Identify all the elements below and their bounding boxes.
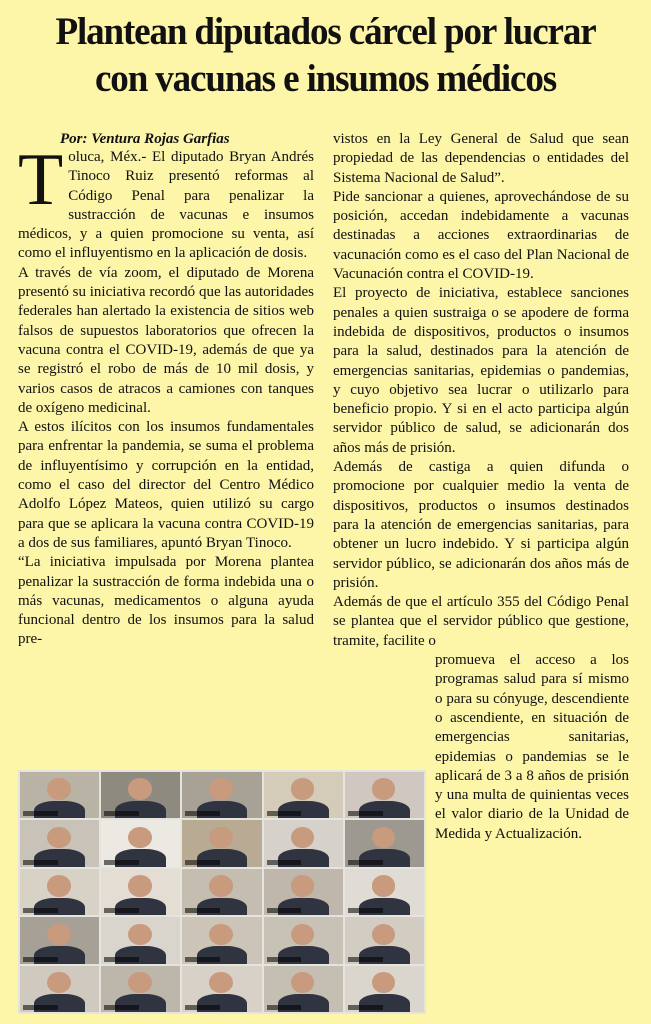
video-conference-photo [18, 770, 426, 1014]
byline: Por: Ventura Rojas Garfias [60, 131, 230, 147]
participant-face [209, 778, 233, 799]
video-tile [264, 820, 343, 866]
participant-tag [23, 860, 58, 865]
participant-tag [185, 908, 220, 913]
participant-face [47, 778, 71, 799]
participant-face [291, 924, 315, 945]
participant-tag [267, 908, 302, 913]
participant-face [128, 924, 152, 945]
paragraph-text: oluca, Méx.- El diputado Bryan Andrés Tinoco Ruiz presentó reformas al Código Penal para penalizar la sustracción de vacunas e insumos médicos, y a quien promocione su venta, así como el influyentismo en la aplicación de dosis. [18, 149, 314, 262]
video-tile [101, 820, 180, 866]
participant-tag [348, 811, 383, 816]
participant-face [291, 827, 315, 848]
participant-face [128, 778, 152, 799]
video-tile [20, 917, 99, 963]
video-tile [182, 820, 261, 866]
participant-tag [348, 860, 383, 865]
participant-tag [185, 957, 220, 962]
video-tile [264, 772, 343, 818]
participant-face [209, 875, 233, 896]
participant-face [128, 875, 152, 896]
article-paragraph: A través de vía zoom, el diputado de Morena presentó su iniciativa recordó que las autoridades federales han alertado la existencia de sitios web falsos de supuestos laboratorios que ofrecen la vacuna contra el COVID-19, además de que ya se registró el robo de más de 10 mil dosis, y varios casos de atracos a camiones con tanques de oxígeno medicinal. [18, 264, 314, 416]
participant-face [372, 972, 396, 993]
participant-face [372, 778, 396, 799]
video-tile [101, 772, 180, 818]
video-tile [20, 966, 99, 1012]
participant-face [209, 972, 233, 993]
participant-face [372, 827, 396, 848]
participant-face [209, 827, 233, 848]
participant-tag [23, 908, 58, 913]
participant-tag [185, 1005, 220, 1010]
video-tile [345, 772, 424, 818]
video-tile [182, 966, 261, 1012]
participant-face [47, 827, 71, 848]
video-tile [182, 869, 261, 915]
participant-tag [185, 811, 220, 816]
article-paragraph: vistos en la Ley General de Salud que sean propiedad de las dependencias o entidades del Sistema Nacional de Salud”. [333, 131, 629, 186]
headline-line-1: Plantean diputados cárcel por lucrar [55, 10, 596, 53]
drop-cap: T [18, 139, 64, 221]
video-tile [182, 772, 261, 818]
participant-tag [104, 811, 139, 816]
video-tile [101, 869, 180, 915]
article-paragraph: Además de que el artículo 355 del Código Penal se plantea que el servidor público que gestione, tramite, facilite o [333, 594, 629, 649]
participant-face [291, 875, 315, 896]
article-column-right [333, 130, 629, 844]
participant-tag [104, 860, 139, 865]
participant-face [47, 875, 71, 896]
participant-face [47, 924, 71, 945]
article-paragraph: promueva el acceso a los programas salud para sí mismo o para su cónyuge, descendiente o ascendiente, en situación de emergencias sanitarias, epidemias o pandemias se le aplicará de 3 a 8 años de prisión y una multa de quinientas veces el valor diario de la Unidad de Medida y Actualización. [435, 652, 629, 842]
video-tile [345, 917, 424, 963]
participant-face [372, 924, 396, 945]
participant-tag [267, 1005, 302, 1010]
video-tile [20, 869, 99, 915]
article-paragraph: “La iniciativa impulsada por Morena plantea penalizar la sustracción de forma indebida una o más vacunas, medicamentos o alguna ayuda funcional dentro de los insumos para la salud pre- [18, 554, 314, 648]
participant-tag [348, 957, 383, 962]
participant-tag [23, 811, 58, 816]
participant-face [291, 778, 315, 799]
participant-face [209, 924, 233, 945]
article-paragraph: El proyecto de iniciativa, establece sanciones penales a quien sustraiga o se apodere de forma indebida de dispositivos, productos o insumos para la salud, destinados para la atención de emergencias sanitarias, epidemias o pandemias, y cuyo objetivo sea lucrar o utilizarlo para beneficio propio. Y si en el acto participa algún servidor público de salud, se adicionarán dos años más de prisión. [333, 285, 629, 456]
participant-tag [348, 1005, 383, 1010]
article-paragraph: Pide sancionar a quienes, aprovechándose de su posición, accedan indebidamente a vacunas destinadas a acciones extraordinarias de vacunación como es el caso del Plan Nacional de Vacunación contra el COVID-19. [333, 188, 629, 283]
participant-tag [104, 957, 139, 962]
video-tile [182, 917, 261, 963]
participant-tag [185, 860, 220, 865]
video-tile [345, 869, 424, 915]
article-column-left [18, 130, 314, 650]
participant-tag [23, 957, 58, 962]
participant-tag [104, 908, 139, 913]
video-tile [345, 820, 424, 866]
video-tile [101, 917, 180, 963]
participant-tag [23, 1005, 58, 1010]
video-tile [264, 869, 343, 915]
video-tile [345, 966, 424, 1012]
video-tile [264, 917, 343, 963]
participant-tag [267, 811, 302, 816]
video-tile [20, 820, 99, 866]
participant-face [291, 972, 315, 993]
headline [16, 8, 634, 102]
participant-tag [104, 1005, 139, 1010]
headline-line-2: con vacunas e insumos médicos [95, 57, 556, 100]
participant-face [372, 875, 396, 896]
participant-face [47, 972, 71, 993]
article-paragraph: A estos ilícitos con los insumos fundamentales para enfrentar la pandemia, se suma el problema de influyentísimo y corrupción en la entidad, como el caso del director del Centro Médico Adolfo López Mateos, quien utilizó su cargo para que se aplicara la vacuna contra COVID-19 a dos de sus familiares, apuntó Bryan Tinoco. [18, 419, 314, 551]
video-tile [20, 772, 99, 818]
participant-tag [267, 860, 302, 865]
participant-face [128, 972, 152, 993]
article-paragraph: Además de castiga a quien difunda o promocione por cualquier medio la venta de dispositivos, productos o insumos destinados para la atención de emergencias sanitarias, para obtener un lucro indebido. Y si participa algún servidor público, se adicionarán dos años más de prisión. [333, 459, 629, 591]
video-tile [101, 966, 180, 1012]
participant-tag [267, 957, 302, 962]
participant-tag [348, 908, 383, 913]
participant-face [128, 827, 152, 848]
video-tile [264, 966, 343, 1012]
